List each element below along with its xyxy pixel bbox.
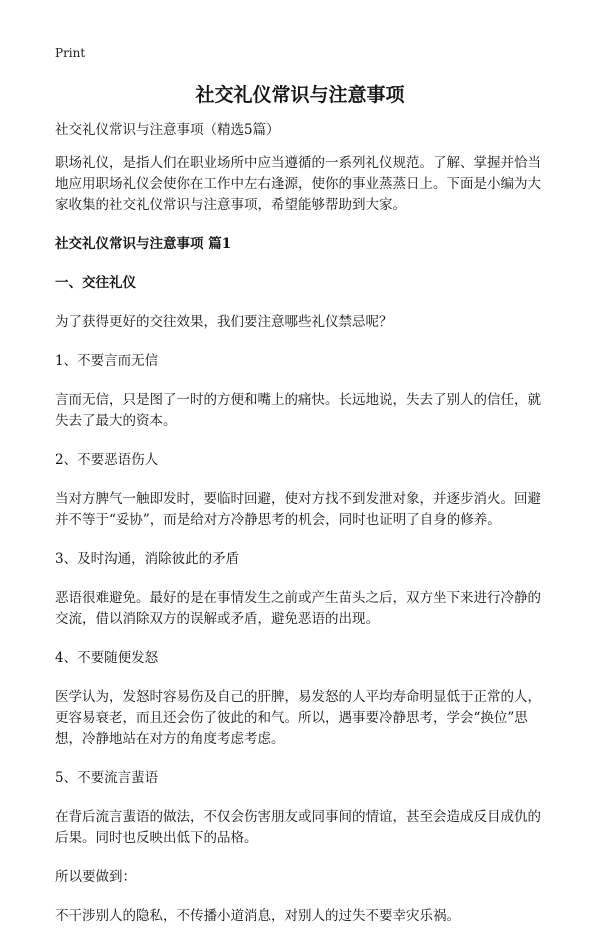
conclusion-paragraph: 不干涉别人的隐私，不传播小道消息，对别人的过失不要幸灾乐祸。	[55, 908, 460, 924]
item-text: 恶语很难避免。最好的是在事情发生之前或产生苗头之后，双方坐下来进行冷静的交流，借以消除双方的误解或矛盾，避免恶语的出现。	[55, 590, 541, 627]
conclusion-lead: 所以要做到：	[55, 869, 136, 885]
intro-paragraph: 职场礼仪，是指人们在职业场所中应当遵循的一系列礼仪规范。了解、掌握并恰当地应用职场礼仪会使你在工作中左右逢源，使你的事业蒸蒸日上。下面是小编为大家收集的社交礼仪常识与注意事项，希望能够帮助到大家。	[55, 155, 541, 213]
subsection-heading: 一、交往礼仪	[55, 275, 136, 291]
section-heading: 社交礼仪常识与注意事项 篇1	[55, 236, 232, 252]
lead-paragraph: 为了获得更好的交往效果，我们要注意哪些礼仪禁忌呢？	[55, 314, 393, 330]
print-link[interactable]: Print	[55, 46, 86, 60]
page-title: 社交礼仪常识与注意事项	[195, 84, 405, 106]
item-text: 言而无信，只是图了一时的方便和嘴上的痛快。长远地说，失去了别人的信任，就失去了最大的资本。	[55, 392, 541, 429]
item-heading: 1、不要言而无信	[55, 353, 159, 369]
item-heading: 3、及时沟通，消除彼此的矛盾	[55, 551, 240, 567]
item-text: 医学认为，发怒时容易伤及自己的肝脾，易发怒的人平均寿命明显低于正常的人，更容易衰老，而且还会伤了彼此的和气。所以，遇事要冷静思考，学会“换位”思想，冷静地站在对方的角度考虑考虑。	[55, 689, 541, 747]
item-text: 当对方脾气一触即发时，要临时回避，使对方找不到发泄对象，并逐步消火。回避并不等于“妥协”，而是给对方冷静思考的机会，同时也证明了自身的修养。	[55, 491, 541, 528]
item-text: 在背后流言蜚语的做法，不仅会伤害朋友或同事间的情谊，甚至会造成反目成仇的后果。同时也反映出低下的品格。	[55, 809, 541, 846]
item-heading: 2、不要恶语伤人	[55, 452, 159, 468]
item-heading: 5、不要流言蜚语	[55, 770, 159, 786]
item-heading: 4、不要随便发怒	[55, 650, 159, 666]
subtitle: 社交礼仪常识与注意事项（精选5篇）	[55, 122, 280, 138]
article-body	[55, 120, 549, 945]
